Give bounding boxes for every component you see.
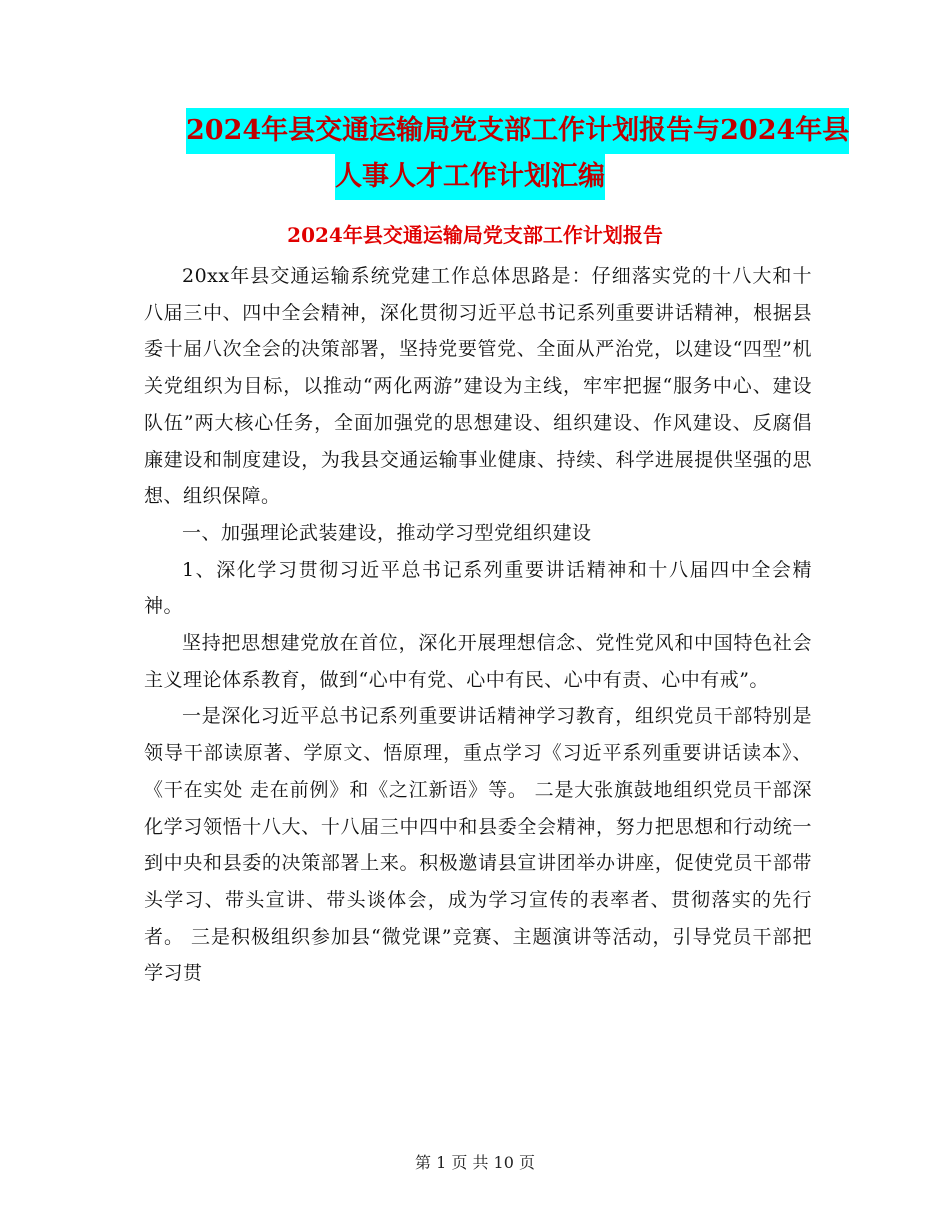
document-body [144, 258, 812, 992]
paragraph-measures: 一是深化习近平总书记系列重要讲话精神学习教育，组织党员干部特别是领导干部读原著、学原文、悟原理，重点学习《习近平系列重要讲话读本》、《干在实处 走在前例》和《之江新语》等。 二是大张旗鼓地组织党员干部深化学习领悟十八大、十八届三中四中和县委全会精神，努力把思想和行动统一到中央和县委的决策部署上来。积极邀请县宣讲团举办讲座，促使党员干部带头学习、带头宣讲、带头谈体会，成为学习宣传的表率者、贯彻落实的先行者。 三是积极组织参加县“微党课”竞赛、主题演讲等活动，引导党员干部把学习贯 [144, 705, 812, 985]
title-line-1: 2024年县交通运输局党支部工作计划报告与2024年县 [186, 108, 849, 154]
page-footer: 第 1 页 共 10 页 [415, 1153, 535, 1172]
paragraph-item-1: 1、深化学习贯彻习近平总书记系列重要讲话精神和十八届四中全会精神。 [144, 558, 812, 618]
paragraph-overview: 20xx年县交通运输系统党建工作总体思路是：仔细落实党的十八大和十八届三中、四中全会精神，深化贯彻习近平总书记系列重要讲话精神，根据县委十届八次全会的决策部署，坚持党要管党、全面从严治党，以建设“四型”机关党组织为目标，以推动“两化两游”建设为主线，牢牢把握“服务中心、建设队伍”两大核心任务，全面加强党的思想建设、组织建设、作风建设、反腐倡廉建设和制度建设，为我县交通运输事业健康、持续、科学进展提供坚强的思想、组织保障。 [144, 265, 812, 508]
section-title: 2024年县交通运输局党支部工作计划报告 [287, 223, 663, 247]
paragraph-heading-1: 一、加强理论武装建设，推动学习型党组织建设 [182, 521, 592, 544]
title-line-2: 人事人才工作计划汇编 [335, 154, 605, 200]
paragraph-principle: 坚持把思想建党放在首位，深化开展理想信念、党性党风和中国特色社会主义理论体系教育，做到“心中有党、心中有民、心中有责、心中有戒”。 [144, 632, 812, 691]
